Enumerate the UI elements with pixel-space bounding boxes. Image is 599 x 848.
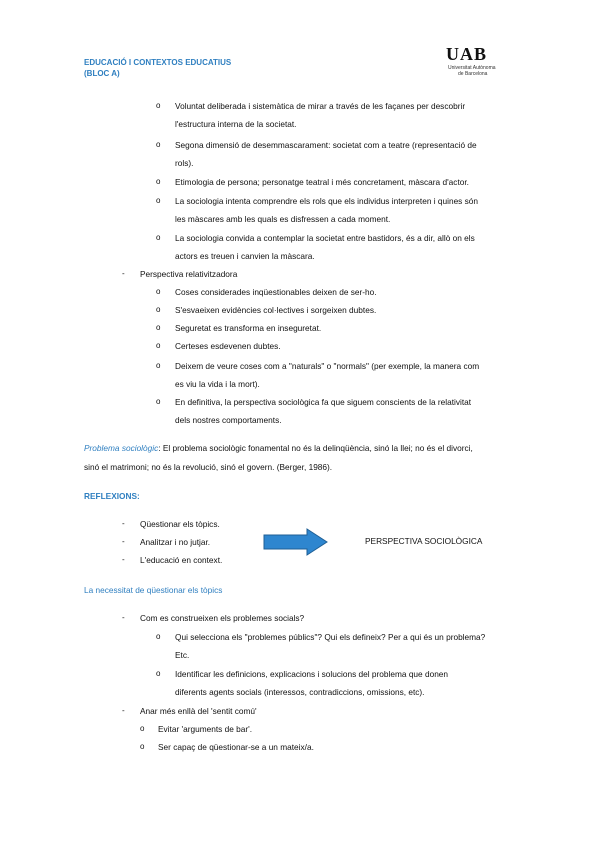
bullet-o: o bbox=[156, 305, 161, 314]
logo-sub2: de Barcelona bbox=[458, 71, 488, 77]
bullet-o: o bbox=[156, 323, 161, 332]
list2-item-6-l1: En definitiva, la perspectiva sociològica fa que siguem conscients de la relativitat bbox=[175, 397, 472, 407]
list1-item-4-l2: les màscares amb les quals es disfressen a cada moment. bbox=[175, 214, 391, 224]
necessitat-sub2-1: Evitar 'arguments de bar'. bbox=[158, 724, 253, 734]
list2-item-5-l1: Deixem de veure coses com a "naturals" o "normals" (per exemple, la manera com bbox=[175, 361, 480, 371]
list2-item-5-l2: es viu la vida i la mort). bbox=[175, 379, 260, 389]
necessitat-heading: La necessitat de qüestionar els tòpics bbox=[84, 585, 223, 595]
bullet-o: o bbox=[156, 341, 161, 350]
bullet-dash: - bbox=[122, 537, 125, 546]
logo-mark: UAB bbox=[446, 44, 488, 64]
list2-item-3: Seguretat es transforma en inseguretat. bbox=[175, 323, 322, 333]
perspectiva-sociologica-label: PERSPECTIVA SOCIOLÒGICA bbox=[365, 536, 483, 546]
list1-item-1-l1: Voluntat deliberada i sistemàtica de mirar a través de les façanes per descobrir bbox=[175, 101, 466, 111]
bullet-o: o bbox=[156, 196, 161, 205]
bullet-dash: - bbox=[122, 706, 125, 715]
bullet-o: o bbox=[156, 101, 161, 110]
bullet-o: o bbox=[156, 397, 161, 406]
list1-item-5-l2: actors es treuen i canvien la màscara. bbox=[175, 251, 315, 261]
bullet-o: o bbox=[156, 287, 161, 296]
list1-item-3-l1: Etimologia de persona; personatge teatral i més concretament, màscara d'actor. bbox=[175, 177, 469, 187]
list1-item-4-l1: La sociologia intenta comprendre els rols que els individus interpreten i quines són bbox=[175, 196, 479, 206]
necessitat-sub1-2-l1: Identificar les definicions, explicacions i solucions del problema que donen bbox=[175, 669, 449, 679]
necessitat-sub1-2-l2: diferents agents socials (interessos, contradiccions, omissions, etc). bbox=[175, 687, 425, 697]
reflexions-item-3: L'educació en context. bbox=[140, 555, 223, 565]
bullet-o: o bbox=[156, 669, 161, 678]
bullet-dash: - bbox=[122, 613, 125, 622]
list1-item-2-l2: rols). bbox=[175, 158, 194, 168]
list2-item-2: S'esvaeixen evidències col·lectives i sorgeixen dubtes. bbox=[175, 305, 377, 315]
right-arrow-icon bbox=[263, 528, 329, 556]
bullet-dash: - bbox=[122, 519, 125, 528]
bullet-o: o bbox=[140, 724, 145, 733]
necessitat-item-1: Com es construeixen els problemes socials? bbox=[140, 613, 305, 623]
perspectiva-heading: Perspectiva relativitzadora bbox=[140, 269, 238, 279]
bullet-o: o bbox=[156, 233, 161, 242]
list1-item-1-l2: l'estructura interna de la societat. bbox=[175, 119, 297, 129]
bullet-dash: - bbox=[122, 555, 125, 564]
problema-text1: : El problema sociològic fonamental no és la delinqüència, sinó la llei; no és el divorci, bbox=[158, 443, 473, 453]
header-title-line2: (BLOC A) bbox=[84, 69, 120, 78]
problema-line2: sinó el matrimoni; no és la revolució, sinó el govern. (Berger, 1986). bbox=[84, 462, 333, 472]
reflexions-item-2: Analitzar i no jutjar. bbox=[140, 537, 211, 547]
necessitat-item-2: Anar més enllà del 'sentit comú' bbox=[140, 706, 257, 716]
list2-item-6-l2: dels nostres comportaments. bbox=[175, 415, 282, 425]
uab-logo bbox=[446, 44, 526, 77]
problema-line1 bbox=[84, 442, 473, 454]
necessitat-sub1-1-l1: Qui selecciona els "problemes públics"? Qui els defineix? Per a qui és un problema? bbox=[175, 632, 486, 642]
bullet-o: o bbox=[156, 361, 161, 370]
list2-item-4: Certeses esdevenen dubtes. bbox=[175, 341, 281, 351]
bullet-o: o bbox=[156, 177, 161, 186]
problema-label: Problema sociològic bbox=[84, 443, 159, 453]
list1-item-2-l1: Segona dimensió de desemmascarament: societat com a teatre (representació de bbox=[175, 140, 477, 150]
bullet-o: o bbox=[140, 742, 145, 751]
header-title bbox=[84, 57, 231, 79]
necessitat-sub1-1-l2: Etc. bbox=[175, 650, 190, 660]
bullet-dash: - bbox=[122, 269, 125, 278]
list2-item-1: Coses considerades inqüestionables deixen de ser-ho. bbox=[175, 287, 377, 297]
reflexions-item-1: Qüestionar els tòpics. bbox=[140, 519, 220, 529]
bullet-o: o bbox=[156, 632, 161, 641]
bullet-o: o bbox=[156, 140, 161, 149]
necessitat-sub2-2: Ser capaç de qüestionar-se a un mateix/a. bbox=[158, 742, 314, 752]
header-title-line1: EDUCACIÓ I CONTEXTOS EDUCATIUS bbox=[84, 58, 232, 67]
reflexions-heading: REFLEXIONS: bbox=[84, 491, 140, 501]
list1-item-5-l1: La sociologia convida a contemplar la societat entre bastidors, és a dir, allò on els bbox=[175, 233, 475, 243]
logo-sub1: Universitat Autònoma bbox=[448, 65, 496, 71]
